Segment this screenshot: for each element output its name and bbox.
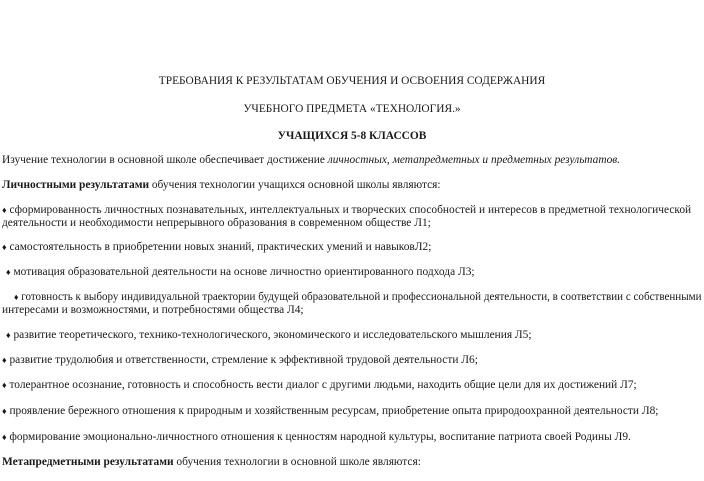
list-item-text: развитие трудолюбия и ответственности, стремление к эффективной трудовой деятельности Л6; xyxy=(9,354,478,366)
intro-paragraph xyxy=(2,153,620,167)
list-item-text: готовность к выбору индивидуальной траектории будущей образовательной и профессиональной деятельности, в соответствии с собственными xyxy=(21,291,702,303)
list-item-text: развитие теоретического, технико-технологического, экономического и исследовательского мышления Л5; xyxy=(13,329,532,341)
meta-results-paragraph xyxy=(2,455,421,469)
list-item-5 xyxy=(6,328,532,342)
list-item-text: проявление бережного отношения к природным и хозяйственным ресурсам, приобретение опыта природоохранной деятельности Л8; xyxy=(9,405,659,417)
bullet-diamond-icon: ♦ xyxy=(2,380,7,390)
personal-results-text: обучения технологии учащихся основной школы являются: xyxy=(149,179,441,191)
list-item-1 xyxy=(2,203,691,217)
bullet-diamond-icon: ♦ xyxy=(6,267,11,277)
intro-italic: личностных, метапредметных и предметных результатов. xyxy=(327,154,621,166)
list-item-text: формирование эмоционально-личностного отношения к ценностям народной культуры, воспитание патриота своей Родины Л9. xyxy=(9,431,631,443)
bullet-diamond-icon: ♦ xyxy=(2,355,7,365)
bullet-diamond-icon: ♦ xyxy=(2,432,7,442)
list-item-text: сформированность личностных познавательных, интеллектуальных и творческих способностей и интересов в предметной технологической xyxy=(9,204,692,216)
meta-results-bold: Метапредметными результатами xyxy=(2,456,174,468)
bullet-diamond-icon: ♦ xyxy=(14,292,19,302)
list-item-2 xyxy=(2,240,431,254)
list-item-1-cont: деятельности и необходимости непрерывного образования в современном обществе Л1; xyxy=(2,217,431,229)
heading-line-1: ТРЕБОВАНИЯ К РЕЗУЛЬТАТАМ ОБУЧЕНИЯ И ОСВОЕНИЯ СОДЕРЖАНИЯ xyxy=(158,75,546,87)
heading-line-2: УЧЕБНОГО ПРЕДМЕТА «ТЕХНОЛОГИЯ.» xyxy=(243,103,461,115)
list-item-text: мотивация образовательной деятельности на основе личностно ориентированного подхода Л3; xyxy=(13,266,475,278)
list-item-8 xyxy=(2,404,658,418)
bullet-diamond-icon: ♦ xyxy=(2,242,7,252)
list-item-3 xyxy=(6,265,475,279)
list-item-6 xyxy=(2,353,478,367)
personal-results-paragraph xyxy=(2,178,441,192)
bullet-diamond-icon: ♦ xyxy=(6,330,11,340)
personal-results-bold: Личностными результатами xyxy=(2,179,150,191)
bullet-diamond-icon: ♦ xyxy=(2,406,7,416)
bullet-diamond-icon: ♦ xyxy=(2,205,7,215)
intro-text: Изучение технологии в основной школе обеспечивает достижение xyxy=(2,154,328,166)
list-item-7 xyxy=(2,378,637,392)
list-item-4-cont: интересами и возможностями, и потребностями общества Л4; xyxy=(2,304,304,316)
heading-line-3: УЧАЩИХСЯ 5-8 КЛАССОВ xyxy=(277,130,427,142)
list-item-text: толерантное осознание, готовность и способность вести диалог с другими людьми, находить общие цели для их достижений Л7; xyxy=(9,379,637,391)
list-item-9 xyxy=(2,430,631,444)
list-item-4 xyxy=(14,290,702,304)
meta-results-text: обучения технологии в основной школе являются: xyxy=(173,456,421,468)
list-item-text: самостоятельность в приобретении новых знаний, практических умений и навыковЛ2; xyxy=(9,241,432,253)
